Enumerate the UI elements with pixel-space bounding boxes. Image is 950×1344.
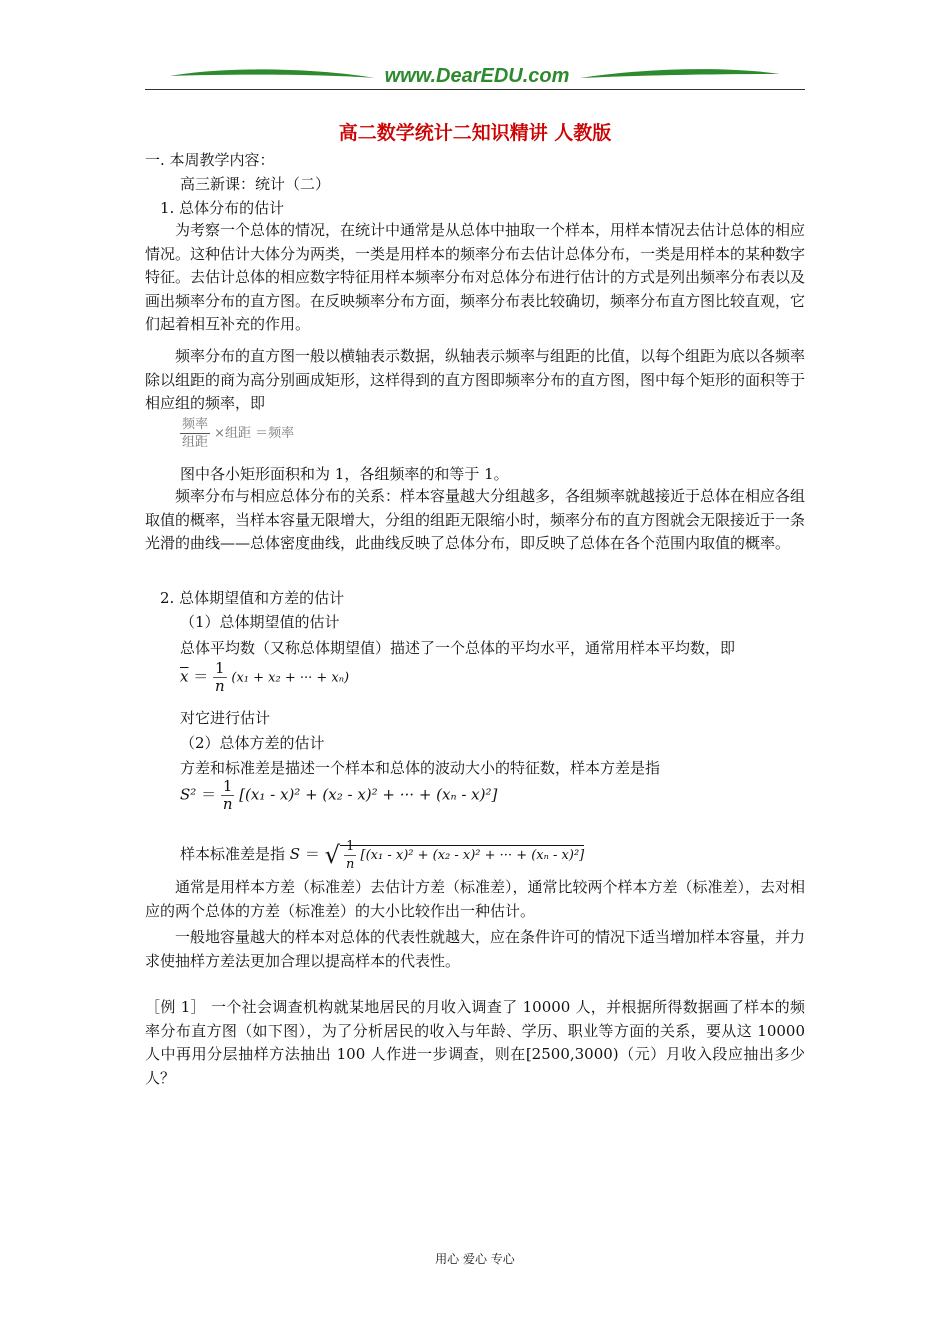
part1-paragraph-4: 频率分布与相应总体分布的关系：样本容量越大分组越多，各组频率就越接近于总体在相应各组取值的概率，当样本容量无限增大，分组的组距无限缩小时，频率分布的直方图就会无限接近于一条光滑的曲线——总体密度曲线，此曲线反映了总体分布，即反映了总体在各个范围内取值的概率。 (145, 487, 806, 552)
mean-rhs: (x₁ + x₂ + ··· + xₙ) (231, 670, 350, 686)
formula-denominator: 组距 (182, 435, 209, 450)
part2-sub1-text: 总体平均数（又称总体期望值）描述了一个总体的平均水平，通常用样本平均数，即 (180, 639, 736, 657)
std-den: n (346, 857, 355, 872)
part2-paragraph-5: 通常是用样本方差（标准差）去估计方差（标准差），通常比较两个样本方差（标准差），去对相应的两个总体的方差（标准差）的大小比较作出一种估计。 (145, 878, 806, 920)
mean-den: n (214, 677, 225, 695)
header-logo (165, 62, 785, 90)
frequency-formula (180, 416, 294, 451)
section-subheading: 高三新课：统计（二） (180, 175, 331, 193)
std-num: 1 (346, 839, 355, 854)
mean-lhs: $\overline{x}$ (180, 667, 189, 686)
std-formula (180, 838, 584, 873)
mean-num: 1 (215, 659, 225, 677)
page-footer: 用心 爱心 专心 (435, 1252, 515, 1266)
part1-paragraph-3: 图中各小矩形面积和为 1，各组频率的和等于 1。 (180, 465, 509, 483)
part1-paragraph-1: 为考察一个总体的情况，在统计中通常是从总体中抽取一个样本，用样本情况去估计总体的相应情况。这种估计大体分为两类，一类是用样本的频率分布去估计总体分布，一类是用样本的某种数字特征。去估计总体的相应数字特征用样本频率分布对总体分布进行估计的方式是列出频率分布表以及画出频率分布的直方图。在反映频率分布方面，频率分布表比较确切，频率分布直方图比较直观，它们起着相互补充的作用。 (145, 221, 806, 333)
sqrt-sign-icon: √ (324, 841, 340, 869)
part2-sub2-text: 方差和标准差是描述一个样本和总体的波动大小的特征数，样本方差是指 (180, 759, 661, 777)
part1-paragraph-2: 频率分布的直方图一般以横轴表示数据，纵轴表示频率与组距的比值，以每个组距为底以各频率除以组距的商为高分别画成矩形，这样得到的直方图即频率分布的直方图，图中每个矩形的面积等于相应组的频率，即 (145, 347, 806, 412)
formula-numerator: 频率 (182, 417, 209, 432)
std-rhs: [(x₁ - x)² + (x₂ - x)² + ··· + (xₙ - x)²] (360, 848, 585, 863)
mean-eq: ＝ (193, 667, 209, 686)
std-lhs: S (289, 845, 301, 863)
std-eq: ＝ (304, 845, 320, 863)
document-title: 高二数学统计二知识精讲 人教版 (338, 122, 612, 144)
mean-formula (180, 660, 349, 695)
logo-swoosh-left-icon (170, 69, 375, 78)
part2-heading: 2. 总体期望值和方差的估计 (160, 589, 345, 607)
logo-swoosh-right-icon (580, 69, 780, 78)
formula-rest: ×组距 ＝频率 (214, 426, 295, 441)
variance-num: 1 (222, 777, 233, 795)
std-label: 样本标准差是指 (180, 845, 286, 863)
part1-heading: 1. 总体分布的估计 (160, 199, 285, 217)
header-rule (145, 89, 805, 90)
part2-paragraph-6: 一般地容量越大的样本对总体的代表性就越大，应在条件许可的情况下适当增加样本容量，并力求使抽样方差法更加合理以提高样本的代表性。 (145, 928, 806, 970)
part2-sub1-after: 对它进行估计 (180, 709, 271, 727)
variance-rhs: [(x₁ - x)² + (x₂ - x)² + ··· + (xₙ - x)²] (239, 785, 498, 804)
logo-text: www.DearEDU.com (384, 65, 570, 87)
variance-lhs: S² (180, 785, 197, 804)
variance-den: n (222, 795, 233, 813)
example-1: ［例 1］ 一个社会调查机构就某地居民的月收入调查了 10000 人，并根据所得数据画了样本的频率分布直方图（如下图），为了分析居民的收入与年龄、学历、职业等方面的关系，要从这 10000 人中再用分层抽样方法抽出 100 人作进一步调查，则在[2500,3000)（元）月收入段应抽出多少人？ (145, 998, 805, 1087)
part2-sub1: （1）总体期望值的估计 (180, 613, 340, 631)
section-heading: 一. 本周教学内容： (145, 151, 275, 169)
variance-eq: ＝ (201, 785, 217, 804)
part2-sub2: （2）总体方差的估计 (180, 734, 325, 752)
std-radicand (340, 839, 585, 872)
variance-formula (180, 778, 497, 813)
